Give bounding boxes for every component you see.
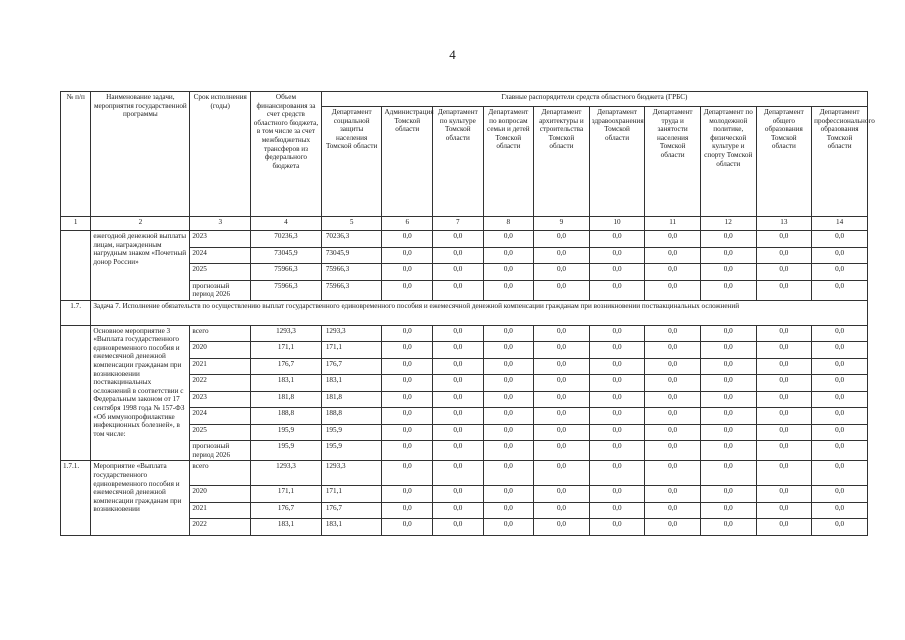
row-value: 0,0 bbox=[483, 280, 534, 300]
column-number: 13 bbox=[756, 217, 812, 231]
header-department: Департамент здравоохранения Томской области bbox=[589, 107, 645, 217]
row-value: 0,0 bbox=[382, 231, 433, 248]
row-value: 0,0 bbox=[534, 280, 590, 300]
row-total: 176,7 bbox=[251, 358, 322, 375]
row-value: 0,0 bbox=[534, 231, 590, 248]
row-value: 0,0 bbox=[812, 408, 868, 425]
row-total: 171,1 bbox=[251, 342, 322, 359]
row-value: 75966,3 bbox=[321, 280, 382, 300]
row-value: 0,0 bbox=[534, 325, 590, 342]
row-value: 0,0 bbox=[382, 325, 433, 342]
row-value: 0,0 bbox=[812, 342, 868, 359]
row-value: 1293,3 bbox=[321, 461, 382, 486]
row-value: 0,0 bbox=[700, 375, 756, 392]
row-value: 0,0 bbox=[483, 375, 534, 392]
row-value: 0,0 bbox=[483, 264, 534, 281]
row-value: 0,0 bbox=[756, 358, 812, 375]
row-value: 0,0 bbox=[433, 502, 484, 519]
row-value: 0,0 bbox=[645, 461, 701, 486]
column-number: 2 bbox=[91, 217, 190, 231]
row-value: 0,0 bbox=[756, 280, 812, 300]
row-value: 0,0 bbox=[700, 461, 756, 486]
row-description: ежегодной денежной выплаты лицам, награжденным нагрудным знаком «Почетный донор России» bbox=[91, 231, 190, 301]
row-term: 2023 bbox=[190, 391, 251, 408]
row-value: 0,0 bbox=[433, 342, 484, 359]
row-value: 0,0 bbox=[433, 486, 484, 503]
row-value: 0,0 bbox=[534, 375, 590, 392]
row-total: 73045,9 bbox=[251, 247, 322, 264]
row-value: 171,1 bbox=[321, 342, 382, 359]
row-value: 0,0 bbox=[756, 461, 812, 486]
table-row bbox=[61, 461, 868, 486]
row-value: 0,0 bbox=[534, 342, 590, 359]
row-value: 0,0 bbox=[433, 441, 484, 461]
row-value: 0,0 bbox=[433, 375, 484, 392]
row-value: 0,0 bbox=[589, 280, 645, 300]
row-value: 0,0 bbox=[812, 461, 868, 486]
row-value: 183,1 bbox=[321, 519, 382, 536]
row-value: 0,0 bbox=[756, 502, 812, 519]
row-value: 183,1 bbox=[321, 375, 382, 392]
row-value: 0,0 bbox=[483, 486, 534, 503]
row-value: 0,0 bbox=[700, 486, 756, 503]
row-value: 0,0 bbox=[433, 247, 484, 264]
row-value: 0,0 bbox=[382, 375, 433, 392]
row-term: 2022 bbox=[190, 519, 251, 536]
row-value: 73045,9 bbox=[321, 247, 382, 264]
row-value: 0,0 bbox=[589, 375, 645, 392]
row-value: 0,0 bbox=[534, 502, 590, 519]
row-value: 188,8 bbox=[321, 408, 382, 425]
row-total: 1293,3 bbox=[251, 325, 322, 342]
row-value: 0,0 bbox=[589, 247, 645, 264]
row-value: 0,0 bbox=[756, 325, 812, 342]
row-value: 0,0 bbox=[700, 264, 756, 281]
column-number: 14 bbox=[812, 217, 868, 231]
row-total: 70236,3 bbox=[251, 231, 322, 248]
column-number: 12 bbox=[700, 217, 756, 231]
row-value: 0,0 bbox=[812, 424, 868, 441]
column-number: 6 bbox=[382, 217, 433, 231]
row-value: 75966,3 bbox=[321, 264, 382, 281]
row-value: 0,0 bbox=[534, 247, 590, 264]
row-term: 2024 bbox=[190, 247, 251, 264]
row-value: 0,0 bbox=[534, 358, 590, 375]
row-value: 0,0 bbox=[756, 424, 812, 441]
row-description: Основное мероприятие 3 «Выплата государственного единовременного пособия и ежемесячной денежной компенсации гражданам при возникновении поствакцинальных осложнений в соответствии с Федеральным законом от 17 сентября 1998 года № 157-ФЗ «Об иммунопрофилактике инфекционных болезней», в том числе: bbox=[91, 325, 190, 461]
row-value: 0,0 bbox=[756, 391, 812, 408]
row-value: 0,0 bbox=[812, 264, 868, 281]
row-value: 1293,3 bbox=[321, 325, 382, 342]
row-value: 0,0 bbox=[812, 358, 868, 375]
row-value: 0,0 bbox=[645, 231, 701, 248]
row-value: 0,0 bbox=[433, 424, 484, 441]
row-value: 0,0 bbox=[812, 375, 868, 392]
row-value: 176,7 bbox=[321, 358, 382, 375]
row-value: 0,0 bbox=[382, 358, 433, 375]
row-total: 176,7 bbox=[251, 502, 322, 519]
row-value: 0,0 bbox=[756, 519, 812, 536]
row-value: 0,0 bbox=[812, 247, 868, 264]
row-value: 0,0 bbox=[382, 441, 433, 461]
row-total: 183,1 bbox=[251, 375, 322, 392]
row-value: 0,0 bbox=[645, 408, 701, 425]
header-department: Департамент по культуре Томской области bbox=[433, 107, 484, 217]
row-value: 0,0 bbox=[645, 519, 701, 536]
header-department: Департамент общего образования Томской области bbox=[756, 107, 812, 217]
column-number: 5 bbox=[321, 217, 382, 231]
column-number: 8 bbox=[483, 217, 534, 231]
row-value: 0,0 bbox=[534, 461, 590, 486]
row-total: 171,1 bbox=[251, 486, 322, 503]
row-value: 0,0 bbox=[433, 358, 484, 375]
row-value: 0,0 bbox=[483, 247, 534, 264]
row-value: 0,0 bbox=[700, 325, 756, 342]
row-value: 0,0 bbox=[382, 486, 433, 503]
row-term: 2025 bbox=[190, 424, 251, 441]
row-value: 0,0 bbox=[589, 264, 645, 281]
row-value: 0,0 bbox=[700, 280, 756, 300]
row-value: 0,0 bbox=[534, 264, 590, 281]
row-total: 195,9 bbox=[251, 441, 322, 461]
row-value: 0,0 bbox=[483, 461, 534, 486]
row-value: 0,0 bbox=[645, 391, 701, 408]
row-value: 0,0 bbox=[645, 502, 701, 519]
table-row bbox=[61, 325, 868, 342]
row-value: 0,0 bbox=[589, 502, 645, 519]
row-value: 0,0 bbox=[645, 424, 701, 441]
row-value: 0,0 bbox=[812, 441, 868, 461]
row-term: прогнозный период 2026 bbox=[190, 280, 251, 300]
row-value: 0,0 bbox=[756, 342, 812, 359]
row-total: 1293,3 bbox=[251, 461, 322, 486]
row-term: прогнозный период 2026 bbox=[190, 441, 251, 461]
header-department: Департамент архитектуры и строительства Томской области bbox=[534, 107, 590, 217]
row-value: 0,0 bbox=[812, 486, 868, 503]
row-value: 0,0 bbox=[483, 391, 534, 408]
row-value: 0,0 bbox=[589, 408, 645, 425]
row-term: 2020 bbox=[190, 342, 251, 359]
row-term: 2021 bbox=[190, 502, 251, 519]
row-value: 0,0 bbox=[700, 231, 756, 248]
header-department: Департамент социальной защиты населения Томской области bbox=[321, 107, 382, 217]
row-value: 0,0 bbox=[589, 486, 645, 503]
row-value: 0,0 bbox=[812, 325, 868, 342]
task-number: 1.7. bbox=[61, 300, 91, 325]
row-value: 0,0 bbox=[534, 519, 590, 536]
row-value: 0,0 bbox=[700, 424, 756, 441]
row-number bbox=[61, 231, 91, 301]
row-value: 0,0 bbox=[589, 391, 645, 408]
column-number: 10 bbox=[589, 217, 645, 231]
column-number: 3 bbox=[190, 217, 251, 231]
row-value: 0,0 bbox=[756, 375, 812, 392]
column-number: 1 bbox=[61, 217, 91, 231]
row-value: 0,0 bbox=[433, 231, 484, 248]
header-group-title: Главные распорядители средств областного бюджета (ГРБС) bbox=[321, 92, 867, 107]
row-value: 0,0 bbox=[812, 502, 868, 519]
row-value: 0,0 bbox=[483, 342, 534, 359]
table-row bbox=[61, 231, 868, 248]
row-value: 0,0 bbox=[433, 461, 484, 486]
row-value: 0,0 bbox=[700, 502, 756, 519]
row-value: 0,0 bbox=[700, 391, 756, 408]
row-value: 0,0 bbox=[700, 519, 756, 536]
row-value: 0,0 bbox=[645, 358, 701, 375]
column-number: 7 bbox=[433, 217, 484, 231]
row-value: 0,0 bbox=[756, 247, 812, 264]
row-value: 0,0 bbox=[700, 358, 756, 375]
row-value: 0,0 bbox=[589, 424, 645, 441]
header-department: Администрация Томской области bbox=[382, 107, 433, 217]
row-value: 0,0 bbox=[700, 342, 756, 359]
task-row bbox=[61, 300, 868, 325]
column-number: 9 bbox=[534, 217, 590, 231]
row-value: 0,0 bbox=[382, 264, 433, 281]
row-value: 0,0 bbox=[645, 486, 701, 503]
header-department: Департамент профессионального образования Томской области bbox=[812, 107, 868, 217]
row-term: 2023 bbox=[190, 231, 251, 248]
row-term: 2025 bbox=[190, 264, 251, 281]
row-term: всего bbox=[190, 461, 251, 486]
row-total: 181,8 bbox=[251, 391, 322, 408]
row-number bbox=[61, 325, 91, 461]
column-number: 11 bbox=[645, 217, 701, 231]
row-value: 0,0 bbox=[382, 461, 433, 486]
header-no: № п/п bbox=[61, 92, 91, 217]
header-department: Департамент по молодежной политике, физической культуре и спорту Томской области bbox=[700, 107, 756, 217]
row-number: 1.7.1. bbox=[61, 461, 91, 536]
row-value: 181,8 bbox=[321, 391, 382, 408]
row-value: 195,9 bbox=[321, 441, 382, 461]
row-value: 0,0 bbox=[534, 391, 590, 408]
row-value: 0,0 bbox=[756, 441, 812, 461]
row-value: 0,0 bbox=[433, 408, 484, 425]
row-value: 0,0 bbox=[589, 519, 645, 536]
row-value: 0,0 bbox=[433, 325, 484, 342]
row-value: 0,0 bbox=[483, 408, 534, 425]
row-value: 0,0 bbox=[756, 264, 812, 281]
row-term: 2021 bbox=[190, 358, 251, 375]
row-value: 0,0 bbox=[382, 502, 433, 519]
row-term: 2020 bbox=[190, 486, 251, 503]
row-value: 0,0 bbox=[700, 247, 756, 264]
row-value: 0,0 bbox=[483, 441, 534, 461]
row-total: 75966,3 bbox=[251, 264, 322, 281]
row-value: 0,0 bbox=[589, 325, 645, 342]
column-number: 4 bbox=[251, 217, 322, 231]
row-value: 0,0 bbox=[812, 519, 868, 536]
row-value: 0,0 bbox=[483, 358, 534, 375]
row-value: 0,0 bbox=[382, 424, 433, 441]
row-value: 0,0 bbox=[756, 486, 812, 503]
row-value: 0,0 bbox=[483, 231, 534, 248]
row-value: 0,0 bbox=[700, 441, 756, 461]
row-value: 0,0 bbox=[589, 441, 645, 461]
row-value: 0,0 bbox=[433, 280, 484, 300]
page-number: 4 bbox=[449, 47, 456, 62]
row-value: 0,0 bbox=[534, 441, 590, 461]
row-value: 176,7 bbox=[321, 502, 382, 519]
row-value: 0,0 bbox=[589, 358, 645, 375]
row-value: 0,0 bbox=[645, 342, 701, 359]
row-value: 0,0 bbox=[483, 424, 534, 441]
header-term: Срок исполнения (годы) bbox=[190, 92, 251, 217]
row-value: 0,0 bbox=[382, 408, 433, 425]
header-department: Департамент по вопросам семьи и детей Томской области bbox=[483, 107, 534, 217]
row-total: 183,1 bbox=[251, 519, 322, 536]
row-value: 0,0 bbox=[812, 391, 868, 408]
row-value: 0,0 bbox=[483, 325, 534, 342]
budget-table bbox=[60, 91, 875, 536]
row-value: 0,0 bbox=[645, 325, 701, 342]
row-value: 0,0 bbox=[382, 280, 433, 300]
row-value: 0,0 bbox=[645, 247, 701, 264]
row-value: 0,0 bbox=[433, 391, 484, 408]
row-value: 0,0 bbox=[534, 424, 590, 441]
row-value: 0,0 bbox=[433, 519, 484, 536]
row-value: 0,0 bbox=[645, 264, 701, 281]
row-total: 195,9 bbox=[251, 424, 322, 441]
header-volume: Объем финансирования за счет средств областного бюджета, в том числе за счет межбюджетных трансферов из федерального бюджета bbox=[251, 92, 322, 217]
row-value: 0,0 bbox=[382, 247, 433, 264]
row-value: 0,0 bbox=[433, 264, 484, 281]
header-name: Наименование задачи, мероприятия государственной программы bbox=[91, 92, 190, 217]
row-value: 0,0 bbox=[534, 486, 590, 503]
task-text: Задача 7. Исполнение обязательств по осуществлению выплат государственного единовременного пособия и ежемесячной денежной компенсации гражданам при возникновении поствакцинальных осложнений bbox=[91, 300, 868, 325]
row-value: 0,0 bbox=[812, 280, 868, 300]
row-value: 0,0 bbox=[382, 519, 433, 536]
row-value: 0,0 bbox=[645, 441, 701, 461]
row-value: 171,1 bbox=[321, 486, 382, 503]
row-term: 2022 bbox=[190, 375, 251, 392]
row-value: 195,9 bbox=[321, 424, 382, 441]
row-value: 0,0 bbox=[812, 231, 868, 248]
row-term: 2024 bbox=[190, 408, 251, 425]
row-value: 0,0 bbox=[756, 231, 812, 248]
row-total: 188,8 bbox=[251, 408, 322, 425]
row-value: 0,0 bbox=[589, 342, 645, 359]
row-value: 0,0 bbox=[756, 408, 812, 425]
row-description: Мероприятие «Выплата государственного единовременного пособия и ежемесячной денежной компенсации гражданам при возникновении bbox=[91, 461, 190, 536]
row-value: 0,0 bbox=[483, 502, 534, 519]
row-total: 75966,3 bbox=[251, 280, 322, 300]
row-value: 70236,3 bbox=[321, 231, 382, 248]
row-value: 0,0 bbox=[700, 408, 756, 425]
row-value: 0,0 bbox=[534, 408, 590, 425]
row-term: всего bbox=[190, 325, 251, 342]
row-value: 0,0 bbox=[382, 342, 433, 359]
header-department: Департамент труда и занятости населения Томской области bbox=[645, 107, 701, 217]
row-value: 0,0 bbox=[589, 231, 645, 248]
row-value: 0,0 bbox=[645, 280, 701, 300]
row-value: 0,0 bbox=[589, 461, 645, 486]
row-value: 0,0 bbox=[483, 519, 534, 536]
row-value: 0,0 bbox=[645, 375, 701, 392]
row-value: 0,0 bbox=[382, 391, 433, 408]
